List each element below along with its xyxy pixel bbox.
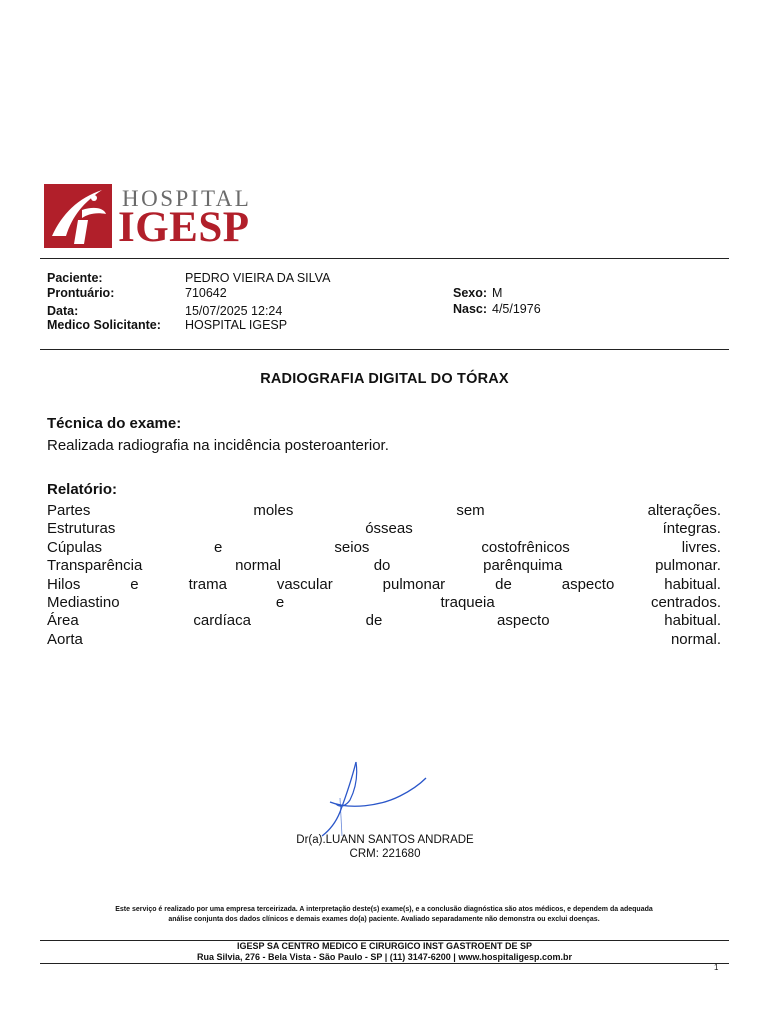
report-heading: Relatório: bbox=[47, 481, 118, 498]
report-word: pulmonar bbox=[382, 575, 446, 593]
report-word: Cúpulas bbox=[47, 538, 103, 556]
report-word: ósseas bbox=[365, 520, 413, 538]
report-word: íntegras. bbox=[662, 520, 721, 538]
report-line bbox=[47, 557, 721, 575]
logo-igesp-text: IGESP bbox=[118, 204, 250, 251]
birth-label: Nasc: bbox=[453, 302, 488, 316]
record-label: Prontuário: bbox=[47, 286, 115, 300]
exam-title: RADIOGRAFIA DIGITAL DO TÓRAX bbox=[260, 371, 509, 387]
technique-heading: Técnica do exame: bbox=[47, 415, 182, 432]
patient-name: PEDRO VIEIRA DA SILVA bbox=[185, 271, 331, 285]
footer-divider-bottom bbox=[40, 963, 729, 964]
report-word: aspecto bbox=[497, 612, 550, 630]
header-divider-bottom bbox=[40, 349, 729, 350]
page-number: 1 bbox=[714, 963, 719, 972]
hospital-logo bbox=[44, 184, 254, 250]
report-word: Mediastino bbox=[47, 593, 120, 611]
doctor-crm: CRM: 221680 bbox=[349, 848, 421, 860]
report-word: Partes bbox=[47, 502, 91, 519]
report-word: moles bbox=[253, 502, 294, 519]
sex-label: Sexo: bbox=[453, 286, 488, 300]
report-word: cardíaca bbox=[193, 612, 251, 630]
report-word: parênquima bbox=[483, 557, 563, 575]
report-word: e bbox=[275, 593, 285, 611]
report-word: e bbox=[214, 538, 223, 556]
report-word: alterações. bbox=[647, 502, 721, 519]
igesp-logo-mark-icon bbox=[44, 184, 112, 248]
date-label: Data: bbox=[47, 304, 79, 318]
report-word: traqueia bbox=[440, 593, 495, 611]
report-word: normal bbox=[235, 557, 281, 575]
report-line bbox=[47, 520, 721, 538]
report-word: Estruturas bbox=[47, 520, 116, 538]
report-line bbox=[47, 539, 721, 557]
signature-scribble bbox=[300, 758, 470, 838]
report-word: centrados. bbox=[650, 593, 721, 611]
report-word: Hilos bbox=[47, 575, 81, 593]
report-word: de bbox=[495, 575, 512, 593]
report-line bbox=[47, 631, 721, 649]
report-line bbox=[47, 502, 721, 520]
physician-value: HOSPITAL IGESP bbox=[185, 318, 288, 332]
report-word: seios bbox=[334, 538, 370, 556]
patient-label: Paciente: bbox=[47, 271, 103, 285]
exam-date: 15/07/2025 12:24 bbox=[185, 304, 283, 318]
report-word: livres. bbox=[681, 538, 721, 556]
disclaimer-text: Este serviço é realizado por uma empresa terceirizada. A interpretação deste(s) exame(s), e a conclusão diagnóstica são atos médicos, e dependem da adequada análise conjunta dos dados clínicos e demais exames do(a) paciente. Avaliado separadamente não demonstra ou exclui doenças. bbox=[115, 906, 653, 923]
report-word: e bbox=[130, 575, 139, 593]
report-word: habitual. bbox=[664, 575, 721, 593]
report-word: sem bbox=[456, 502, 485, 519]
report-word: costofrênicos bbox=[481, 538, 570, 556]
report-line bbox=[47, 594, 721, 612]
sex-value: M bbox=[492, 286, 503, 300]
doctor-name: Dr(a).LUANN SANTOS ANDRADE bbox=[296, 834, 474, 846]
report-word: de bbox=[365, 612, 383, 630]
logo-hospital-text: HOSPITAL bbox=[122, 186, 252, 211]
report-word: trama bbox=[188, 575, 227, 593]
physician-label: Medico Solicitante: bbox=[47, 318, 161, 332]
report-word: Área bbox=[47, 612, 79, 630]
report-word: habitual. bbox=[664, 612, 721, 630]
header-divider-top bbox=[40, 258, 729, 259]
record-number: 710642 bbox=[185, 286, 227, 300]
report-word: normal. bbox=[670, 630, 721, 648]
report-line bbox=[47, 612, 721, 630]
footer-company: IGESP SA CENTRO MEDICO E CIRURGICO INST GASTROENT DE SP bbox=[236, 941, 533, 951]
report-word: Aorta bbox=[47, 630, 83, 648]
report-word: pulmonar. bbox=[655, 557, 721, 575]
technique-text: Realizada radiografia na incidência posteroanterior. bbox=[47, 437, 389, 454]
footer-address: Rua Silvia, 276 - Bela Vista - São Paulo - SP | (11) 3147-6200 | www.hospitaligesp.com.br bbox=[196, 952, 572, 962]
report-word: vascular bbox=[276, 575, 333, 593]
report-body bbox=[47, 502, 721, 649]
report-word: Transparência bbox=[47, 557, 143, 575]
report-word: aspecto bbox=[561, 575, 615, 593]
report-word: do bbox=[373, 557, 391, 575]
report-line bbox=[47, 576, 721, 594]
birth-date: 4/5/1976 bbox=[492, 302, 541, 316]
